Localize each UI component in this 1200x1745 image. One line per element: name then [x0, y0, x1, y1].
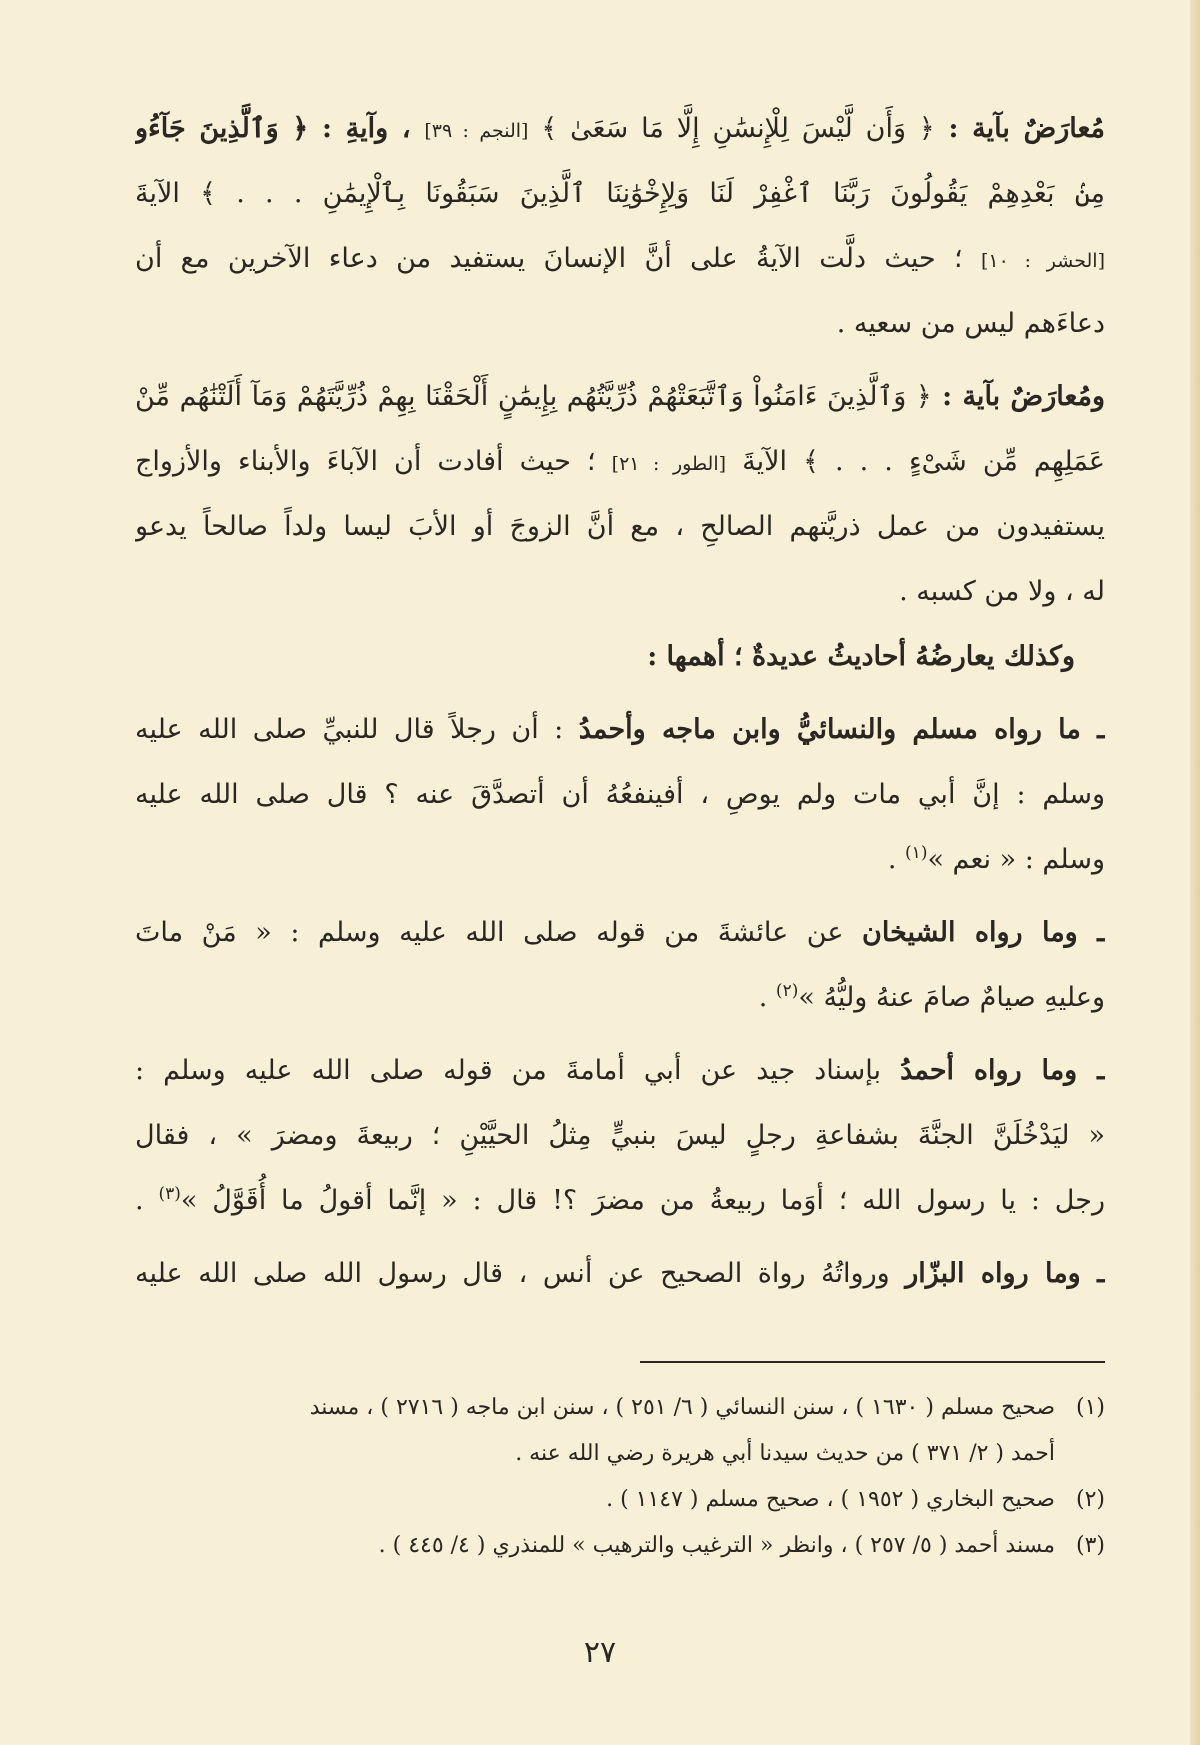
- footnote-text: مسند أحمد ( ٥/ ٢٥٧ ) ، وانظر « الترغيب والترهيب » للمنذري ( ٤/ ٤٤٥ ) .: [378, 1533, 1055, 1558]
- line-lead: ومُعارَضٌ بآية :: [931, 381, 1105, 412]
- hadith-source: ـ وما رواه أحمدُ: [900, 1055, 1105, 1086]
- line-tail: .: [758, 982, 776, 1013]
- hadith-source: ـ وما رواه البزّار: [905, 1258, 1105, 1289]
- line-text: ؛ حيث دلَّت الآيةُ على أنَّ الإنسانَ يستفيد من دعاء الآخرين مع أن: [135, 243, 981, 274]
- footnote-text: أحمد ( ٢/ ٣٧١ ) من حديث سيدنا أبي هريرة رضي الله عنه .: [515, 1441, 1055, 1466]
- hadith-source: ـ وما رواه الشيخان: [862, 917, 1105, 948]
- text-line-16: [135, 1103, 1105, 1168]
- line-text: رجل : يا رسول الله ؛ أوَما ربيعةُ من مضرَ ؟! قال : « إنَّما أقولُ ما أُقَوَّلُ »: [180, 1185, 1105, 1216]
- text-line-8: [135, 559, 1105, 624]
- quran-verse: ﴿ وَٱلَّذِينَ ءَامَنُواْ وَٱتَّبَعَتْهُمْ ذُرِّيَّتُهُم بِإِيمَٰنٍ أَلْحَقْنَا بِهِمْ ذُرِّيَّتَهُمْ وَمَآ أَلَتْنَٰهُم مِّنْ: [135, 381, 932, 412]
- quran-verse: ﴿ وَأَن لَّيْسَ لِلْإِنسَٰنِ إِلَّا مَا سَعَىٰ ﴾: [528, 113, 935, 144]
- text-line-18: [135, 1241, 1105, 1306]
- footnote-2: [135, 1477, 1105, 1523]
- footnote-3: [135, 1523, 1105, 1569]
- line-text: دعاءَهم ليس من سعيه .: [836, 308, 1105, 339]
- text-line-14: [135, 965, 1105, 1030]
- text-line-15: [135, 1038, 1105, 1103]
- verse-reference: [النجم : ٣٩]: [424, 120, 529, 142]
- line-text: وسلم : إنَّ أبي مات ولم يوصِ ، أفينفعُهُ أن أتصدَّقَ عنه ؟ قال صلى الله عليه: [135, 779, 1105, 810]
- line-text: : أن رجلاً قال للنبيِّ صلى الله عليه: [135, 714, 579, 745]
- footnote-text: صحيح مسلم ( ١٦٣٠ ) ، سنن النسائي ( ٦/ ٢٥١ ) ، سنن ابن ماجه ( ٢٧١٦ ) ، مسند: [309, 1395, 1055, 1420]
- footnote-marker[interactable]: (١): [905, 843, 928, 863]
- footnote-text: صحيح البخاري ( ١٩٥٢ ) ، صحيح مسلم ( ١١٤٧ ) .: [606, 1487, 1055, 1512]
- line-tail: .: [135, 1185, 159, 1216]
- line-tail: ؛ حيث أفادت أن الآباءَ والأبناء والأزواج: [135, 446, 612, 477]
- text-line-11: [135, 762, 1105, 827]
- footnote-marker[interactable]: (٣): [158, 1184, 181, 1204]
- hadith-source: ـ ما رواه مسلم والنسائيُّ وابن ماجه وأحمدُ: [578, 714, 1105, 745]
- footnote-1: [135, 1385, 1105, 1477]
- verse-reference: [الحشر : ١٠]: [980, 250, 1105, 272]
- line-text: عن عائشةَ من قوله صلى الله عليه وسلم : « مَنْ ماتَ: [135, 917, 863, 948]
- line-lead: مُعارَضٌ بآية :: [934, 113, 1105, 144]
- text-line-6: [135, 429, 1105, 494]
- text-line-5: [135, 364, 1105, 429]
- footnote-separator: [640, 1361, 1105, 1363]
- page-edge-shadow: [1190, 0, 1200, 1745]
- quran-verse: مِنۢ بَعْدِهِمْ يَقُولُونَ رَبَّنَا ٱغْفِرْ لَنَا وَلِإِخْوَٰنِنَا ٱلَّذِينَ سَبَقُونَا بِٱلْإِيمَٰنِ . . . ﴾ الآيةَ: [135, 178, 1105, 209]
- text-line-4: [135, 291, 1105, 356]
- line-tail: ، وآيةِ : ﴿ وَٱلَّذِينَ جَآءُو: [135, 113, 425, 144]
- verse-reference: [الطور : ٢١]: [611, 453, 727, 475]
- footnote-number: (٢): [1075, 1487, 1105, 1512]
- line-text: بإسناد جيد عن أبي أمامةَ من قوله صلى الله عليه وسلم :: [135, 1055, 901, 1086]
- footnote-marker[interactable]: (٢): [775, 981, 799, 1001]
- text-line-10: [135, 697, 1105, 762]
- text-line-2: [135, 161, 1105, 226]
- text-line-13: [135, 900, 1105, 965]
- line-text: يستفيدون من عمل ذريَّتهم الصالحِ ، مع أنَّ الزوجَ أو الأبَ ليسا ولداً صالحاً يدعو: [135, 511, 1105, 542]
- line-text: له ، ولا من كسبه .: [899, 576, 1105, 607]
- text-line-9: [135, 624, 1105, 689]
- text-line-7: [135, 494, 1105, 559]
- line-text: وعليهِ صيامٌ صامَ عنهُ وليُّهُ »: [798, 982, 1105, 1013]
- footnotes: [135, 1385, 1105, 1569]
- section-heading: وكذلك يعارضُهُ أحاديثُ عديدةٌ ؛ أهمها :: [647, 641, 1075, 672]
- page-number: ٢٧: [583, 1635, 617, 1670]
- text-line-1: [135, 96, 1105, 161]
- line-text: وسلم : « نعم »: [927, 844, 1105, 875]
- line-text: ورواتُهُ رواة الصحيح عن أنس ، قال رسول الله صلى الله عليه: [135, 1258, 906, 1289]
- footnote-number: (٣): [1075, 1533, 1105, 1558]
- main-text-block: [135, 96, 1105, 1306]
- line-text: « ليَدْخُلَنَّ الجنَّةَ بشفاعةِ رجلٍ ليسَ بنبيٍّ مِثلُ الحيَّيْنِ ؛ ربيعةَ ومضرَ » ، فقال: [135, 1120, 1105, 1151]
- quran-verse: عَمَلِهِم مِّن شَىْءٍ . . . ﴾ الآيةَ: [726, 446, 1105, 477]
- line-tail: .: [887, 844, 906, 875]
- text-line-12: [135, 827, 1105, 892]
- text-line-3: [135, 226, 1105, 291]
- text-line-17: [135, 1168, 1105, 1233]
- footnote-number: (١): [1075, 1395, 1105, 1420]
